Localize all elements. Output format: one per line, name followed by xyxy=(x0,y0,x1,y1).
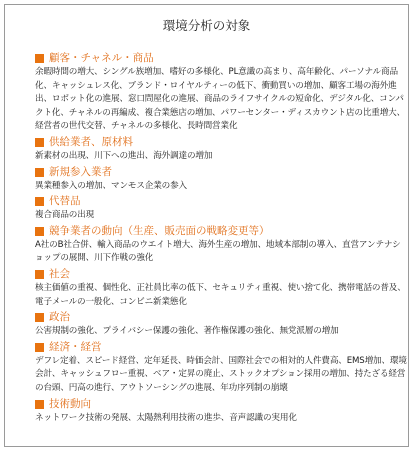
section-supplier-materials xyxy=(35,135,407,164)
section-body: A社のB社合併、輸入商品のウエイト増大、海外生産の増加、地域本部制の導入、直営アンテナショップの展開、川下作戦の強化 xyxy=(35,239,401,264)
section-heading xyxy=(35,194,407,209)
section-heading-text: 政治 xyxy=(49,311,70,324)
section-body: 異業種参入の増加、マンモス企業の参入 xyxy=(35,180,187,191)
section-body: デフレ定着、スピード経営、定年延長、時価会計、国際社会での相対的人件費高、EMS増加、環境会計、キャッシュフロー重視、ベア・定昇の廃止、ストックオプション採用の増加、持たざる経営の台頭、円高の進行、アウトソーシングの進展、年功序列制の崩壊 xyxy=(35,355,407,393)
section-heading-text: 顧客・チャネル・商品 xyxy=(49,52,154,64)
section-new-entrants xyxy=(35,165,407,194)
section-list xyxy=(35,51,407,426)
square-bullet-icon xyxy=(35,168,44,177)
section-body: 公害規制の強化、プライバシー保護の強化、著作権保護の強化、無党派層の増加 xyxy=(35,326,339,337)
section-body: 新素材の出現、川下への進出、海外調達の増加 xyxy=(35,150,213,161)
section-heading-text: 経済・経営 xyxy=(49,340,102,353)
section-competitors xyxy=(35,224,407,266)
section-politics xyxy=(35,310,407,339)
section-body: 余暇時間の増大、シングル族増加、嗜好の多様化、PL意識の高まり、高年齢化、パーソナル商品化、キャッシュレス化、ブランド・ロイヤルティーの低下、衝動買いの増加、顧客工場の海外進出、ロボット化の進展、窓口問屋化の進展、商品のライフサイクルの短命化、デジタル化、コンパクト化、チャネルの再編成、複合業態店の増加、パワーセンター・ディスカウント店の比重増大、経営者の世代交替、チャネルの多様化、長時間営業化 xyxy=(35,67,406,132)
section-heading xyxy=(35,340,407,355)
section-heading xyxy=(35,135,407,150)
section-body: 核主価値の重視、個性化、正社員比率の低下、セキュリティ重視、使い捨て化、携帯電話の普及、電子メールの一般化、コンビニ新業態化 xyxy=(35,282,406,307)
section-heading xyxy=(35,165,407,180)
square-bullet-icon xyxy=(35,197,44,206)
section-body: 複合商品の出現 xyxy=(35,210,95,221)
section-heading xyxy=(35,267,407,282)
section-customer-channel-product xyxy=(35,51,407,134)
section-heading-text: 代替品 xyxy=(49,195,81,208)
square-bullet-icon xyxy=(35,227,44,236)
section-heading-text: 供給業者、原材料 xyxy=(49,135,133,148)
section-economy-management xyxy=(35,340,407,396)
square-bullet-icon xyxy=(35,313,44,322)
square-bullet-icon xyxy=(35,270,44,279)
section-heading xyxy=(35,224,407,239)
section-body: ネットワーク技術の発展、太陽熱利用技術の進歩、音声認識の実用化 xyxy=(35,412,297,423)
section-heading xyxy=(35,397,407,412)
section-heading-text: 競争業者の動向（生産、販売面の戦略変更等） xyxy=(49,224,270,237)
section-heading xyxy=(35,51,407,66)
section-heading-text: 社会 xyxy=(49,267,70,280)
section-heading-text: 新規参入業者 xyxy=(49,165,112,178)
section-heading xyxy=(35,310,407,325)
section-heading-text: 技術動向 xyxy=(49,397,91,410)
section-society xyxy=(35,267,407,309)
document-frame xyxy=(4,4,409,447)
page-title: 環境分析の対象 xyxy=(162,18,251,33)
square-bullet-icon xyxy=(35,343,44,352)
square-bullet-icon xyxy=(35,54,44,63)
section-substitutes xyxy=(35,194,407,223)
section-technology xyxy=(35,397,407,426)
square-bullet-icon xyxy=(35,138,44,147)
square-bullet-icon xyxy=(35,400,44,409)
